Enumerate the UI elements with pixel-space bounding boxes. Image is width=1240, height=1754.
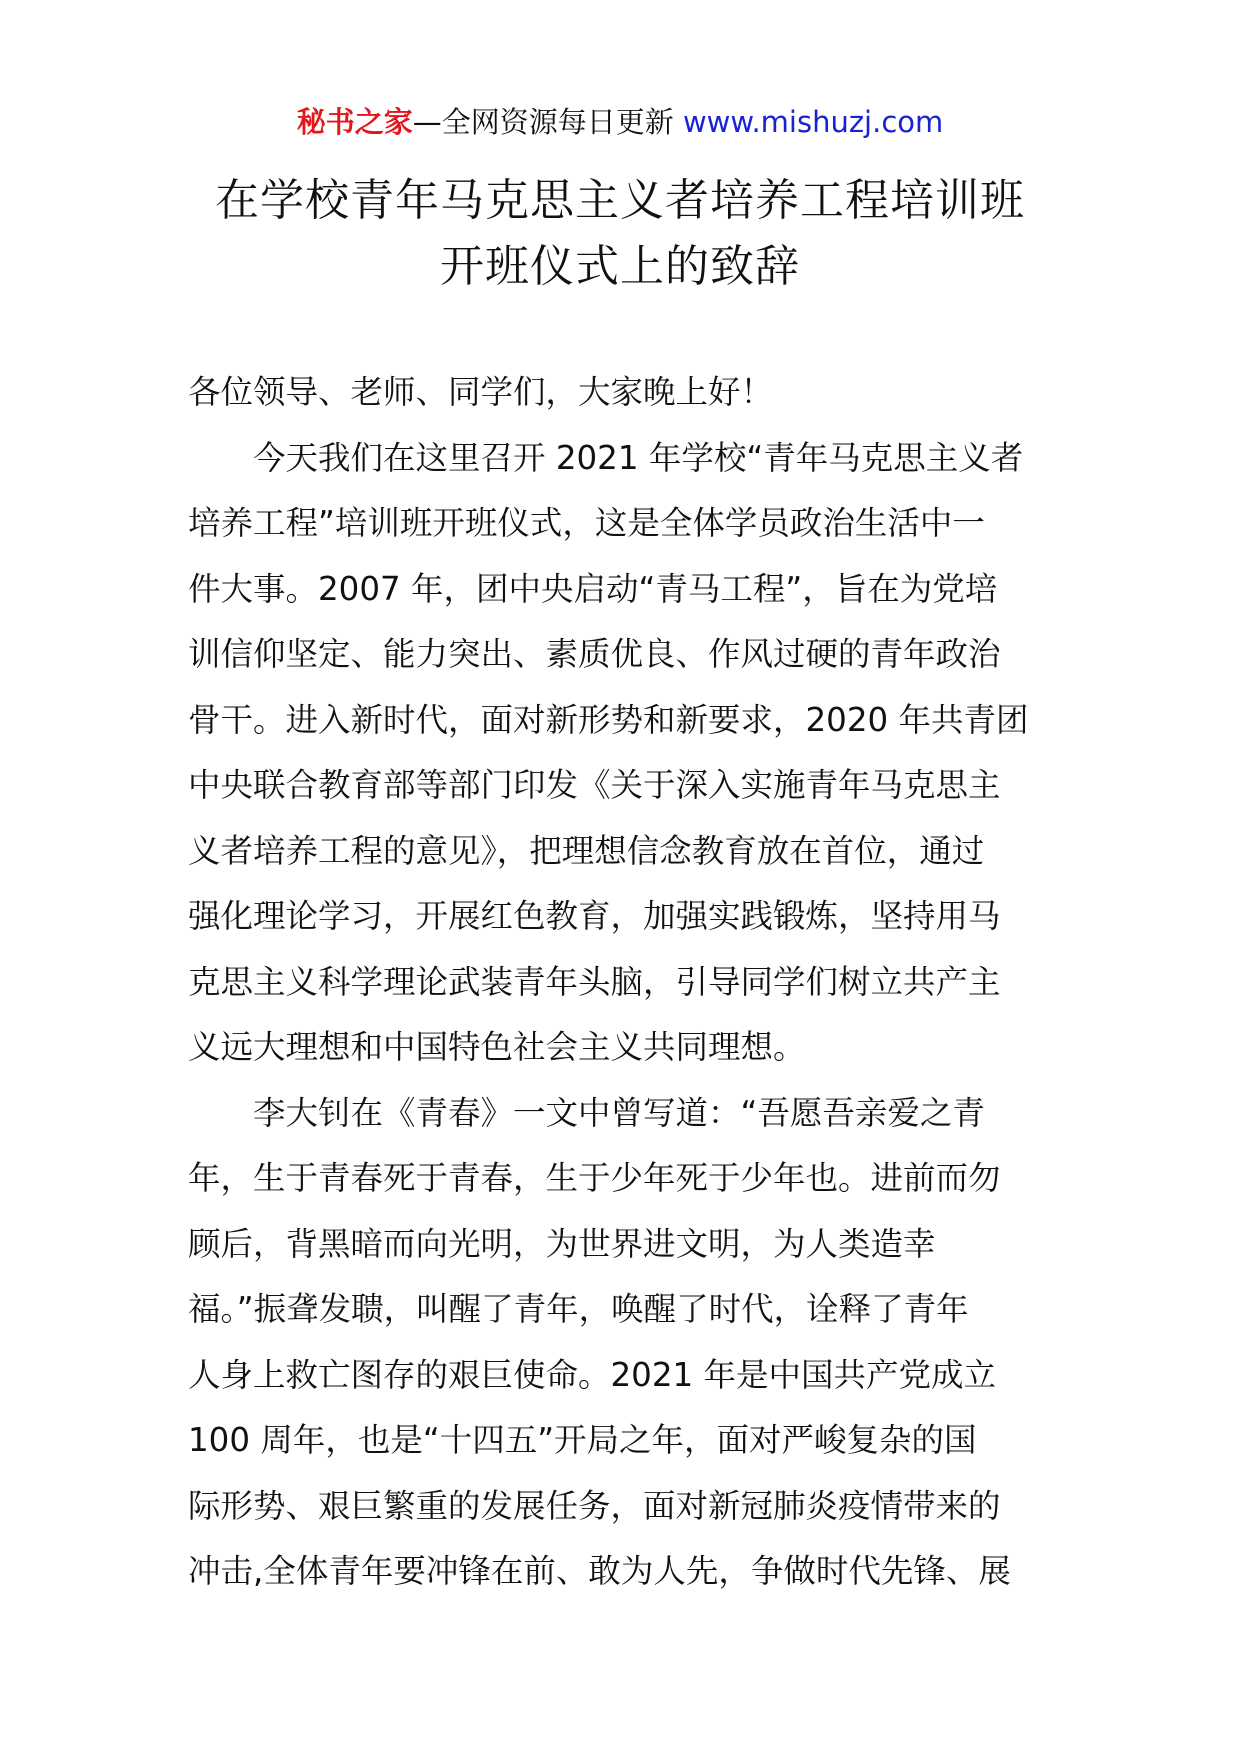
body-line: 人身上救亡图存的艰巨使命。2021 年是中国共产党成立	[188, 1355, 997, 1394]
body-line: 年，生于青春死于青春，生于少年死于少年也。进前而勿	[188, 1159, 1001, 1197]
header-tagline: —全网资源每日更新	[412, 105, 674, 139]
body-line: 义远大理想和中国特色社会主义共同理想。	[188, 1028, 806, 1066]
body-line: 100 周年，也是“十四五”开局之年，面对严峻复杂的国	[188, 1421, 977, 1459]
title-line-1: 在学校青年马克思主义者培养工程培训班	[215, 175, 1025, 226]
body-line: 强化理论学习，开展红色教育，加强实践锻炼，坚持用马	[188, 897, 1001, 935]
body-line: 各位领导、老师、同学们，大家晚上好！	[188, 373, 774, 411]
body-line: 顾后，背黑暗而向光明，为世界进文明，为人类造幸	[188, 1224, 936, 1263]
title-line-2: 开班仪式上的致辞	[440, 241, 800, 292]
body-line: 今天我们在这里召开 2021 年学校“青年马克思主义者	[188, 438, 1024, 477]
speech-body	[188, 360, 1058, 1605]
body-line: 件大事。2007 年，团中央启动“青马工程”，旨在为党培	[188, 569, 998, 608]
body-line: 际形势、艰巨繁重的发展任务，面对新冠肺炎疫情带来的	[188, 1486, 1001, 1525]
body-line: 福。”振聋发聩，叫醒了青年，唤醒了时代，诠释了青年	[188, 1290, 969, 1328]
body-line: 培养工程”培训班开班仪式，这是全体学员政治生活中一	[188, 504, 985, 542]
body-line: 冲击,全体青年要冲锋在前、敢为人先，争做时代先锋、展	[188, 1552, 1011, 1590]
site-url-link[interactable]: www.mishuzj.com	[682, 105, 944, 139]
document-title	[0, 168, 1240, 300]
brand-name: 秘书之家	[296, 105, 413, 139]
body-line: 克思主义科学理论武装青年头脑，引导同学们树立共产主	[188, 962, 1001, 1001]
body-line: 中央联合教育部等部门印发《关于深入实施青年马克思主	[188, 766, 1001, 804]
body-line: 训信仰坚定、能力突出、素质优良、作风过硬的青年政治	[188, 635, 1001, 673]
body-line: 骨干。进入新时代，面对新形势和新要求，2020 年共青团	[188, 700, 1029, 739]
body-line: 义者培养工程的意见》，把理想信念教育放在首位，通过	[188, 831, 985, 870]
body-line: 李大钊在《青春》一文中曾写道：“吾愿吾亲爱之青	[188, 1093, 985, 1132]
site-header	[0, 100, 1240, 144]
